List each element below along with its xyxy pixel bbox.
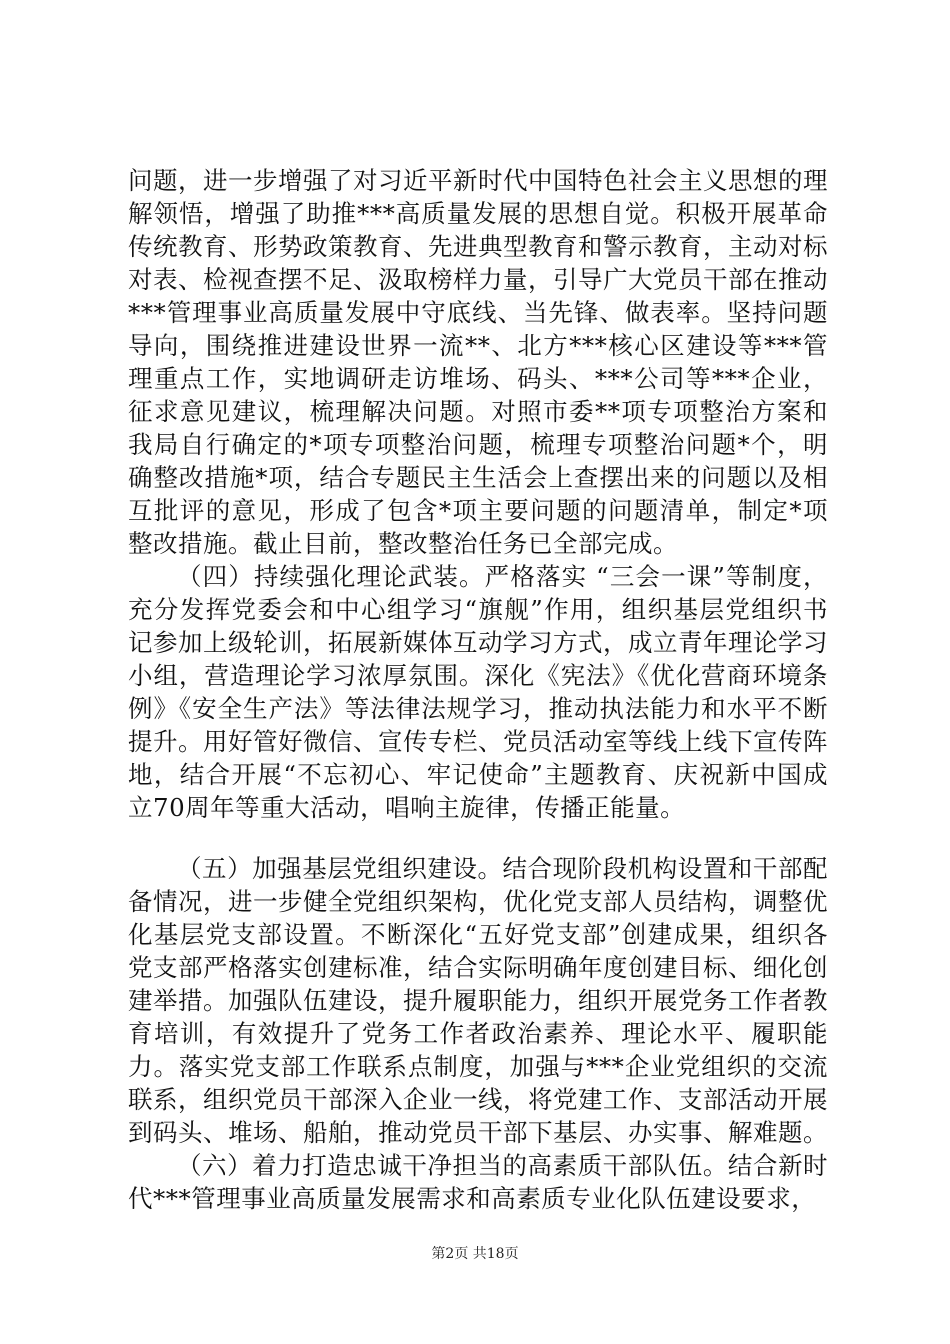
paragraph-section-6: （六）着力打造忠诚干净担当的高素质干部队伍。结合新时代***管理事业高质量发展需求和高素质专业化队伍建设要求， [128,1151,828,1213]
paragraph-section-5: （五）加强基层党组织建设。结合现阶段机构设置和干部配备情况，进一步健全党组织架构，优化党支部人员结构，调整优化基层党支部设置。不断深化“五好党支部”创建成果，组织各党支部严格落实创建标准，结合实际明确年度创建目标、细化创建举措。加强队伍建设，提升履职能力，组织开展党务工作者教育培训，有效提升了党务工作者政治素养、理论水平、履职能力。落实党支部工作联系点制度，加强与***企业党组织的交流联系，组织党员干部深入企业一线，将党建工作、支部活动开展到码头、堆场、船舶，推动党员干部下基层、办实事、解难题。 [128,854,828,1147]
paragraph-section-4: （四）持续强化理论武装。严格落实 “三会一课”等制度，充分发挥党委会和中心组学习“旗舰”作用，组织基层党组织书记参加上级轮训，拓展新媒体互动学习方式，成立青年理论学习小组，营造理论学习浓厚氛围。深化《宪法》《优化营商环境条例》《安全生产法》等法律法规学习，推动执法能力和水平不断提升。用好管好微信、宣传专栏、党员活动室等线上线下宣传阵地，结合开展“不忘初心、牢记使命”主题教育、庆祝新中国成立70周年等重大活动，唱响主旋律，传播正能量。 [128,562,828,822]
page-number-footer: 第2页 共18页 [431,1246,519,1262]
document-body [128,164,828,1215]
paragraph-continuation: 问题，进一步增强了对习近平新时代中国特色社会主义思想的理解领悟，增强了助推***高质量发展的思想自觉。积极开展革命传统教育、形势政策教育、先进典型教育和警示教育，主动对标对表、检视查摆不足、汲取榜样力量，引导广大党员干部在推动***管理事业高质量发展中守底线、当先锋、做表率。坚持问题导向，围绕推进建设世界一流**、北方***核心区建设等***管理重点工作，实地调研走访堆场、码头、***公司等***企业，征求意见建议，梳理解决问题。对照市委**项专项整治方案和我局自行确定的*项专项整治问题，梳理专项整治问题*个，明确整改措施*项，结合专题民主生活会上查摆出来的问题以及相互批评的意见，形成了包含*项主要问题的问题清单，制定*项整改措施。截止目前，整改整治任务已全部完成。 [128,166,828,558]
